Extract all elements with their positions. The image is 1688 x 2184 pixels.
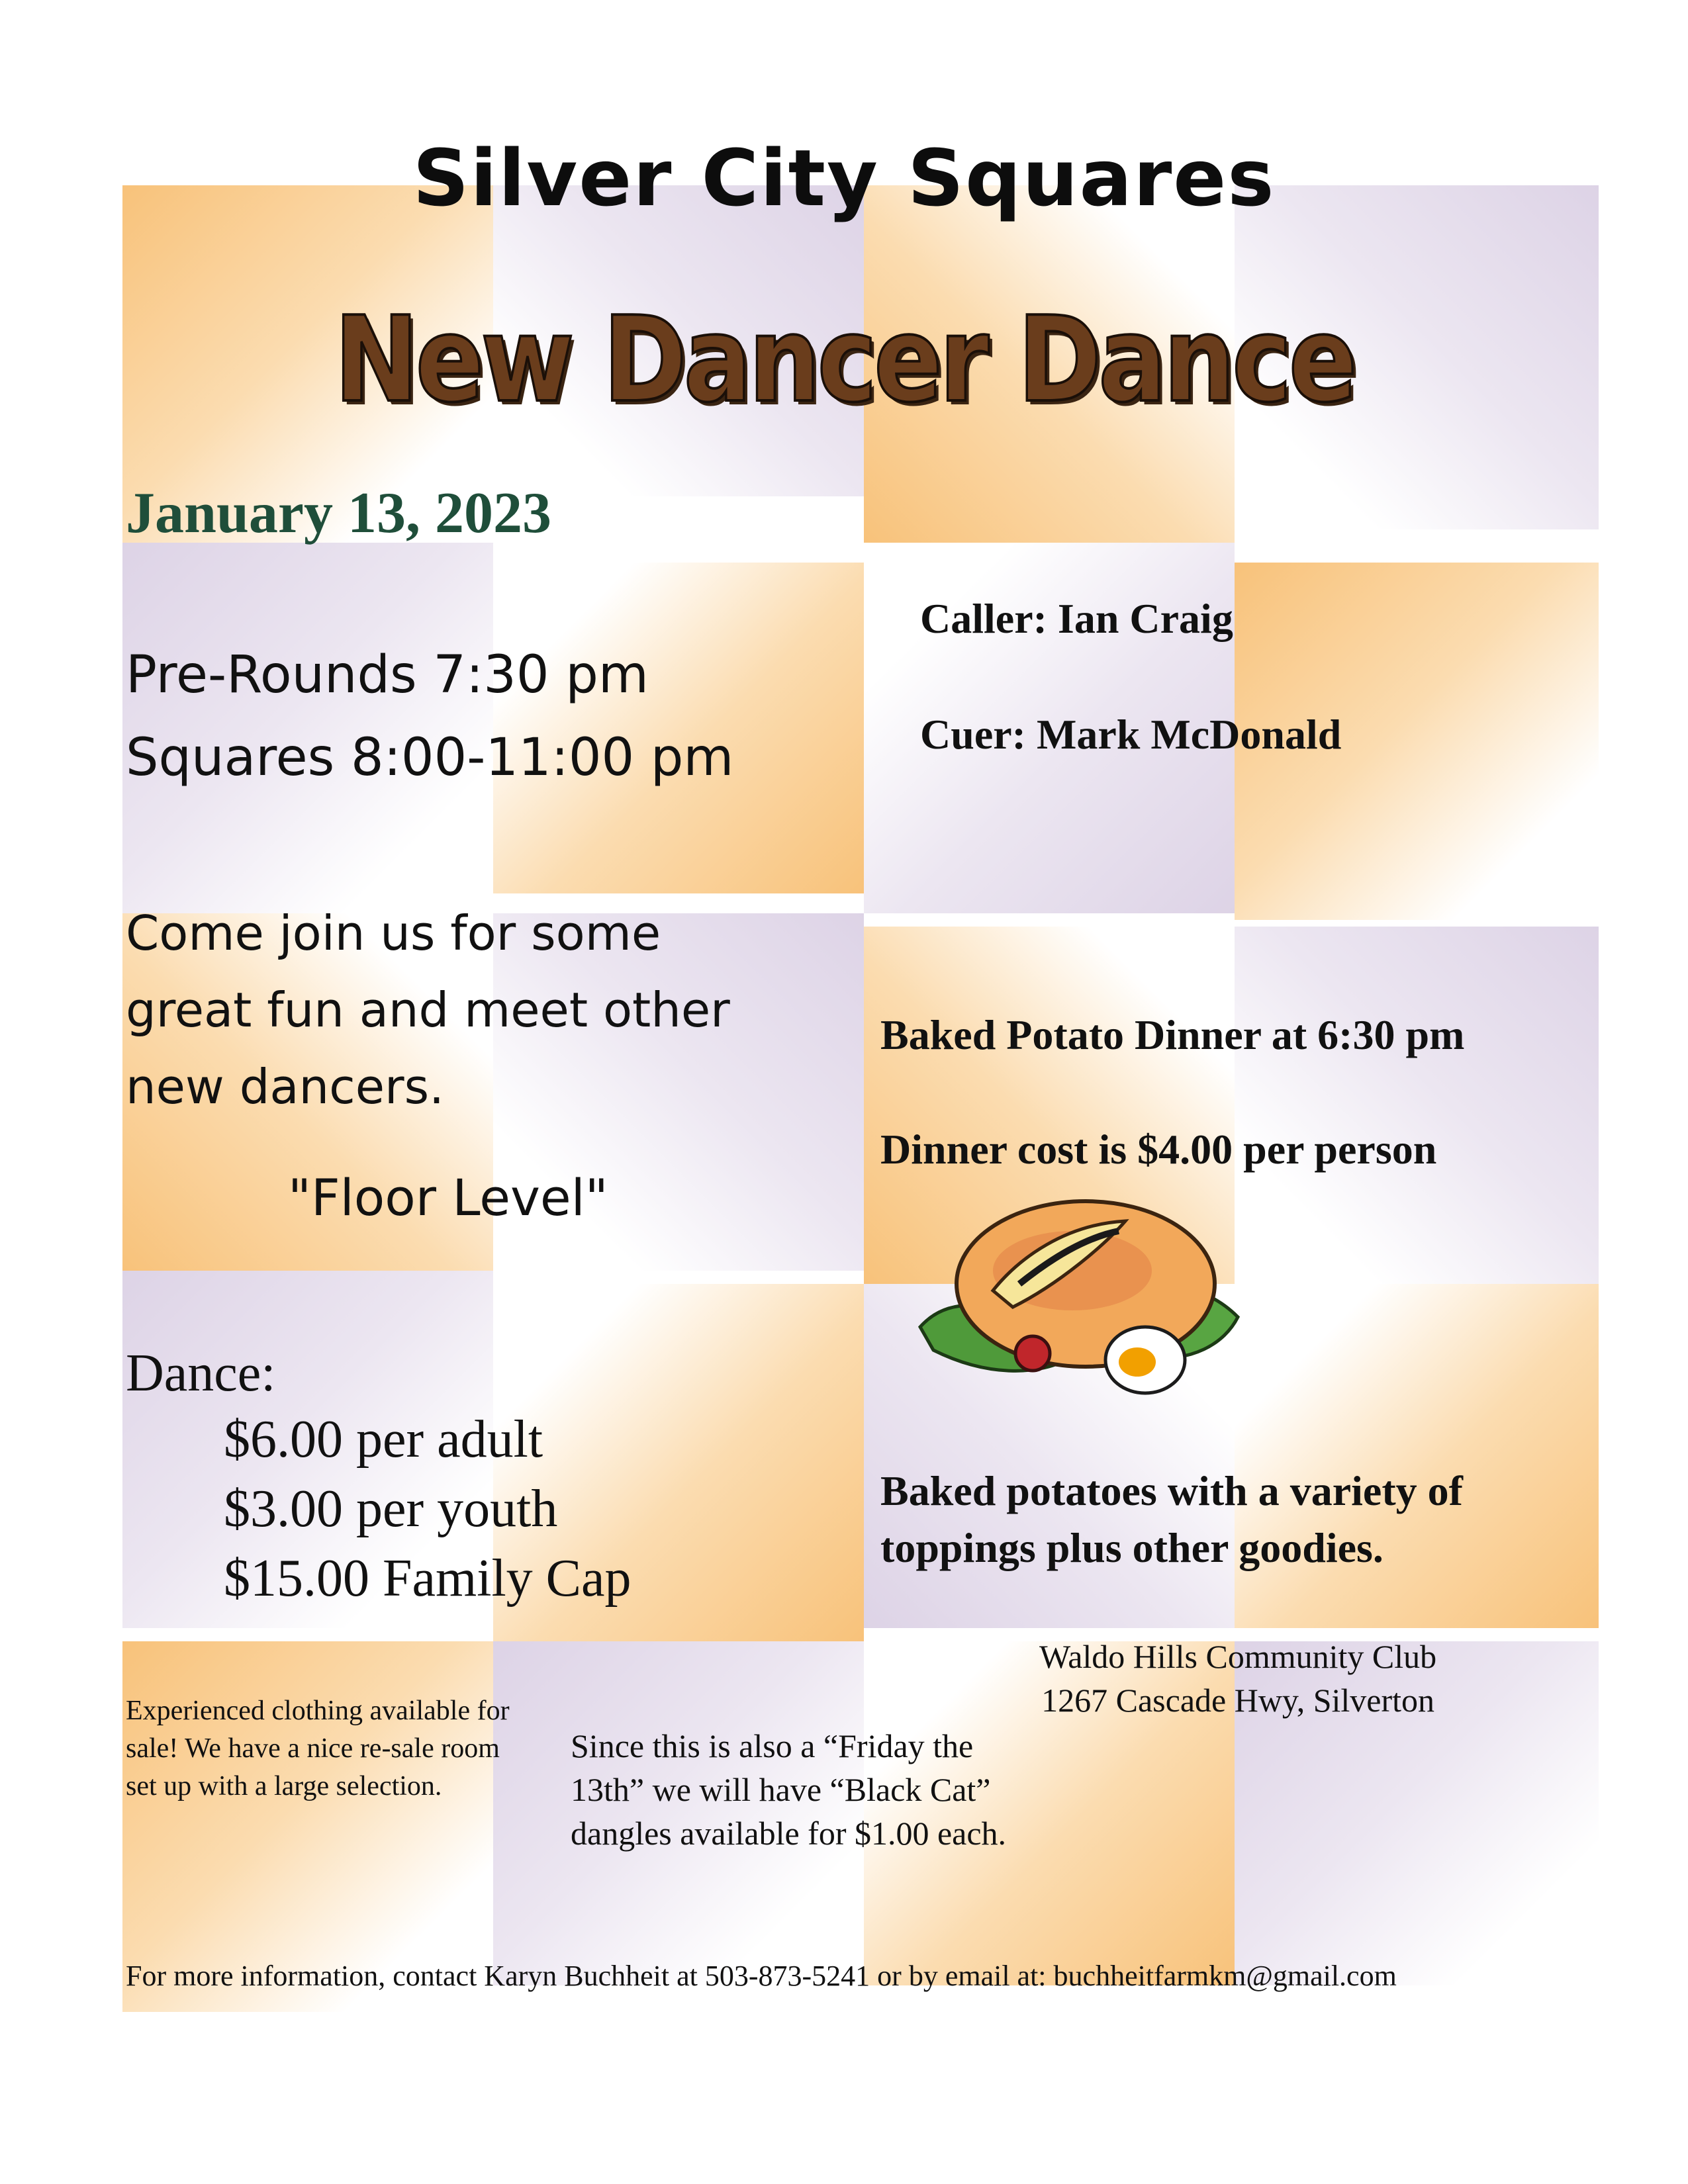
price-youth: $3.00 per youth [224,1480,558,1538]
invitation-text: Come join us for some great fun and meet other new dancers. [126,905,730,1115]
venue-name: Waldo Hills Community Club [1039,1638,1437,1675]
dance-level: "Floor Level" [288,1168,608,1227]
event-title: New Dancer Dance [334,291,1354,428]
club-name: Silver City Squares [412,132,1276,224]
venue-address: 1267 Cascade Hwy, Silverton [1041,1682,1435,1719]
venue-block [1039,1635,1436,1722]
caller-name: Caller: Ian Craig [920,595,1233,642]
baked-potato-icon [907,1185,1251,1423]
pre-rounds-time: Pre-Rounds 7:30 pm [126,645,649,705]
dinner-cost: Dinner cost is $4.00 per person [880,1126,1437,1173]
bg-tile [1235,1284,1599,1628]
contact-info: For more information, contact Karyn Buchheit at 503-873-5241 or by email at: buchheitfarmkm@gmail.com [126,1960,1397,1992]
price-adult: $6.00 per adult [224,1410,543,1469]
cuer-name: Cuer: Mark McDonald [920,711,1342,758]
bg-tile [1235,927,1599,1284]
squares-time: Squares 8:00-11:00 pm [126,728,734,788]
price-family-cap: $15.00 Family Cap [224,1549,632,1608]
dinner-title: Baked Potato Dinner at 6:30 pm [880,1011,1465,1058]
event-date: January 13, 2023 [126,481,551,545]
dance-price-heading: Dance: [126,1344,276,1402]
dinner-description: Baked potatoes with a variety of toppings plus other goodies. [880,1467,1463,1571]
clothing-note: Experienced clothing available for sale! We have a nice re-sale room set up with a large selection. [126,1696,510,1801]
friday-note: Since this is also a “Friday the 13th” we will have “Black Cat” dangles available for $1.00 each. [571,1727,1007,1852]
